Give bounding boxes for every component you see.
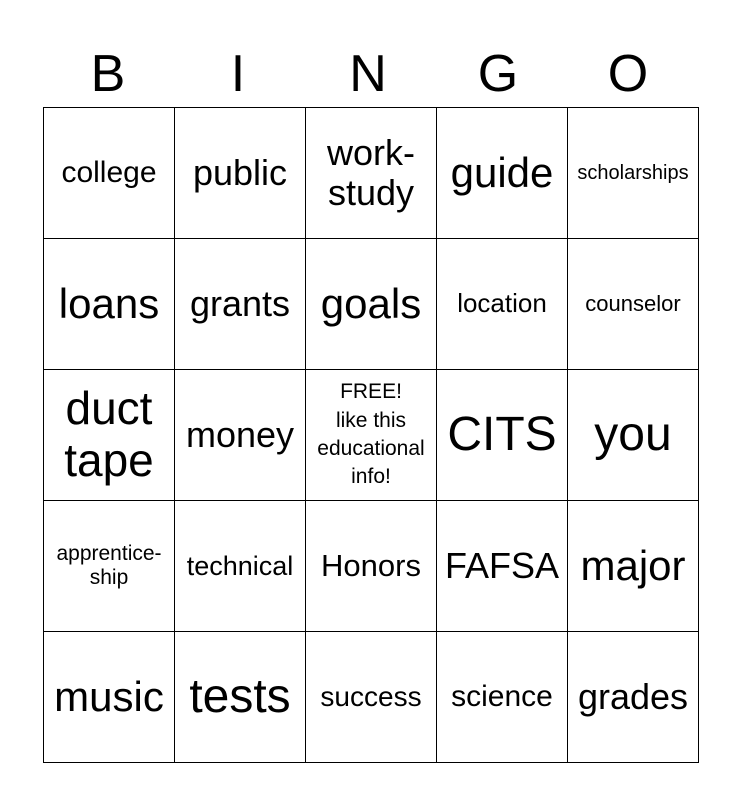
free-space-cell[interactable] — [306, 370, 437, 501]
bingo-cell[interactable] — [44, 501, 175, 632]
cell-label: major — [580, 542, 686, 590]
bingo-cell[interactable] — [44, 632, 175, 763]
bingo-cell[interactable] — [44, 370, 175, 501]
cell-label: grants — [189, 282, 291, 324]
board-row — [44, 239, 699, 370]
bingo-cell[interactable] — [44, 239, 175, 370]
cell-label: public — [192, 151, 288, 193]
cell-label: CITS — [447, 408, 557, 462]
cell-label: guide — [450, 149, 554, 197]
bingo-cell[interactable] — [306, 239, 437, 370]
cell-label: money — [185, 413, 295, 455]
bingo-cell[interactable] — [568, 632, 699, 763]
cell-label: scholarships — [577, 161, 689, 184]
board-row — [44, 370, 699, 501]
cell-label: technical — [186, 550, 294, 581]
bingo-cell[interactable] — [437, 501, 568, 632]
bingo-cell[interactable] — [568, 370, 699, 501]
bingo-cell[interactable] — [306, 501, 437, 632]
cell-label: music — [54, 673, 164, 721]
cell-label: goals — [320, 280, 422, 328]
header-letter-i: I — [230, 45, 246, 103]
board-row — [44, 108, 699, 239]
bingo-cell[interactable] — [437, 108, 568, 239]
bingo-cell[interactable] — [306, 632, 437, 763]
bingo-cell[interactable] — [175, 501, 306, 632]
header-letter-o: O — [607, 45, 649, 103]
bingo-header — [43, 40, 693, 108]
cell-label: work- study — [327, 131, 415, 213]
bingo-cell[interactable] — [437, 239, 568, 370]
bingo-cell[interactable] — [44, 108, 175, 239]
header-letter-b: B — [90, 45, 126, 103]
bingo-cell[interactable] — [175, 239, 306, 370]
cell-label: loans — [58, 280, 160, 328]
bingo-cell[interactable] — [437, 370, 568, 501]
cell-label: success — [320, 681, 422, 713]
bingo-cell[interactable] — [175, 108, 306, 239]
cell-label: apprentice- ship — [56, 542, 162, 589]
bingo-cell[interactable] — [568, 501, 699, 632]
bingo-cell[interactable] — [175, 370, 306, 501]
bingo-cell[interactable] — [437, 632, 568, 763]
cell-label: science — [451, 680, 553, 714]
header-letter-g: G — [477, 45, 519, 103]
bingo-cell[interactable] — [306, 108, 437, 239]
header-letter-n: N — [349, 45, 387, 103]
cell-label: college — [61, 156, 157, 190]
cell-label: counselor — [585, 290, 681, 316]
free-space-label: FREE! like this educational info! — [317, 380, 425, 489]
cell-label: grades — [577, 675, 689, 717]
cell-label: duct tape — [64, 382, 154, 486]
bingo-cell[interactable] — [175, 632, 306, 763]
bingo-board — [43, 107, 699, 763]
cell-label: location — [457, 288, 547, 319]
cell-label: FAFSA — [444, 544, 560, 586]
bingo-cell[interactable] — [568, 108, 699, 239]
cell-label: Honors — [321, 547, 421, 583]
board-row — [44, 632, 699, 763]
board-row — [44, 501, 699, 632]
bingo-cell[interactable] — [568, 239, 699, 370]
cell-label: you — [594, 408, 672, 462]
cell-label: tests — [189, 670, 291, 724]
